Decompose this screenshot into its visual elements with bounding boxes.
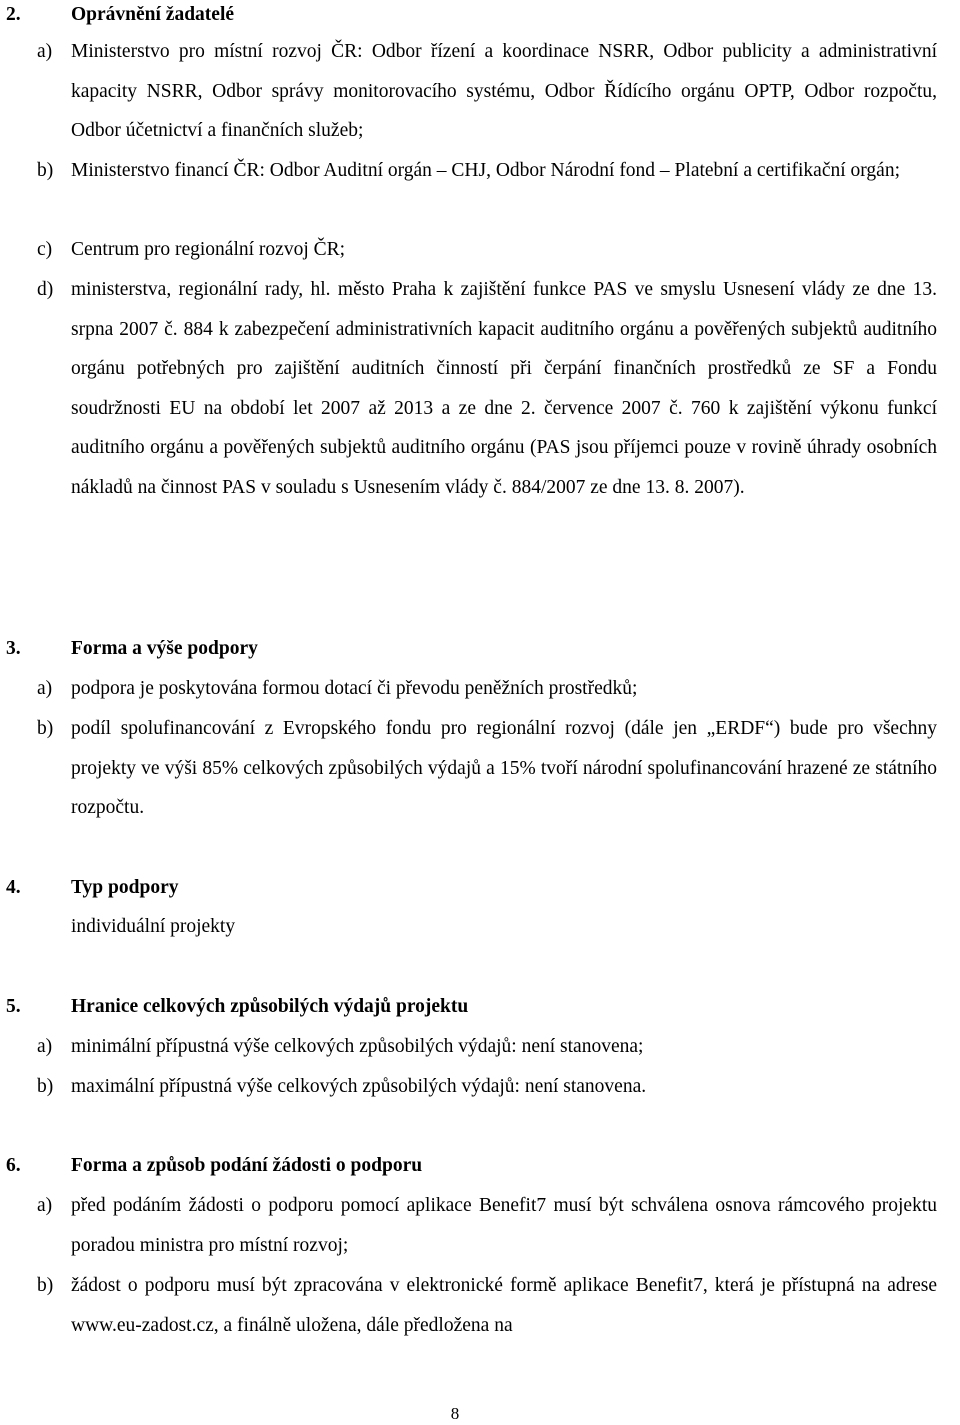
- item-label: b): [37, 1076, 54, 1097]
- item-text: Centrum pro regionální rozvoj ČR;: [71, 239, 346, 260]
- item-label: a): [37, 1036, 53, 1057]
- section-title: Oprávnění žadatelé: [71, 4, 235, 25]
- section-heading-4: [0, 873, 960, 903]
- item-label: a): [37, 41, 53, 62]
- section-number: 5.: [6, 996, 21, 1017]
- item-label: b): [37, 718, 54, 739]
- item-text: Ministerstvo pro místní rozvoj ČR: Odbor řízení a koordinace NSRR, Odbor publicity a administrativní kapacity NSRR, Odbor správy monitorovacího systému, Odbor Řídícího orgánu OPTP, Odbor rozpočtu, Odbor účetnictví a finančních služeb;: [71, 41, 937, 142]
- item-label: a): [37, 1195, 53, 1216]
- section-title: Forma a výše podpory: [71, 638, 258, 659]
- item-label: b): [37, 160, 54, 181]
- page-number: 8: [450, 1404, 460, 1423]
- item-text: minimální přípustná výše celkových způsobilých výdajů: není stanovena;: [71, 1036, 644, 1057]
- section-number: 3.: [6, 638, 21, 659]
- section-heading-2: [0, 0, 960, 30]
- section-number: 2.: [6, 4, 21, 25]
- item-text: podpora je poskytována formou dotací či převodu peněžních prostředků;: [71, 678, 638, 699]
- item-text: Ministerstvo financí ČR: Odbor Auditní orgán – CHJ, Odbor Národní fond – Platební a certifikační orgán;: [71, 160, 900, 181]
- section-number: 6.: [6, 1155, 21, 1176]
- item-text: podíl spolufinancování z Evropského fondu pro regionální rozvoj (dále jen „ERDF“) bude pro všechny projekty ve výši 85% celkových způsobilých výdajů a 15% tvoří národní spolufinancování hrazené ze státního rozpočtu.: [71, 718, 937, 819]
- section-title: Typ podpory: [71, 877, 179, 898]
- section-4-body: individuální projekty: [71, 916, 236, 937]
- section-heading-6: [0, 1151, 960, 1181]
- item-text: žádost o podporu musí být zpracována v elektronické formě aplikace Benefit7, která je přístupná na adrese www.eu-zadost.cz, a finálně uložena, dále předložena na: [71, 1275, 937, 1336]
- section-heading-3: [0, 634, 960, 664]
- item-text: ministerstva, regionální rady, hl. město Praha k zajištění funkce PAS ve smyslu Usnesení vlády ze dne 13. srpna 2007 č. 884 k zabezpečení administrativních kapacit auditního orgánu a pověřených subjektů auditního orgánu potřebných pro zajištění auditních činností při čerpání finančních prostředků ze SF a Fondu soudržnosti EU na období let 2007 až 2013 a ze dne 2. července 2007 č. 760 k zajištění výkonu funkcí auditního orgánu a pověřených subjektů auditního orgánu (PAS jsou příjemci pouze v rovině úhrady osobních nákladů na činnost PAS v souladu s Usnesením vlády č. 884/2007 ze dne 13. 8. 2007).: [71, 279, 937, 498]
- item-label: a): [37, 678, 53, 699]
- item-label: b): [37, 1275, 54, 1296]
- section-number: 4.: [6, 877, 21, 898]
- section-heading-5: [0, 992, 960, 1022]
- section-title: Hranice celkových způsobilých výdajů projektu: [71, 996, 469, 1017]
- item-label: c): [37, 239, 53, 260]
- item-text: před podáním žádosti o podporu pomocí aplikace Benefit7 musí být schválena osnova rámcového projektu poradou ministra pro místní rozvoj;: [71, 1195, 937, 1256]
- section-title: Forma a způsob podání žádosti o podporu: [71, 1155, 423, 1176]
- item-text: maximální přípustná výše celkových způsobilých výdajů: není stanovena.: [71, 1076, 647, 1097]
- item-label: d): [37, 279, 54, 300]
